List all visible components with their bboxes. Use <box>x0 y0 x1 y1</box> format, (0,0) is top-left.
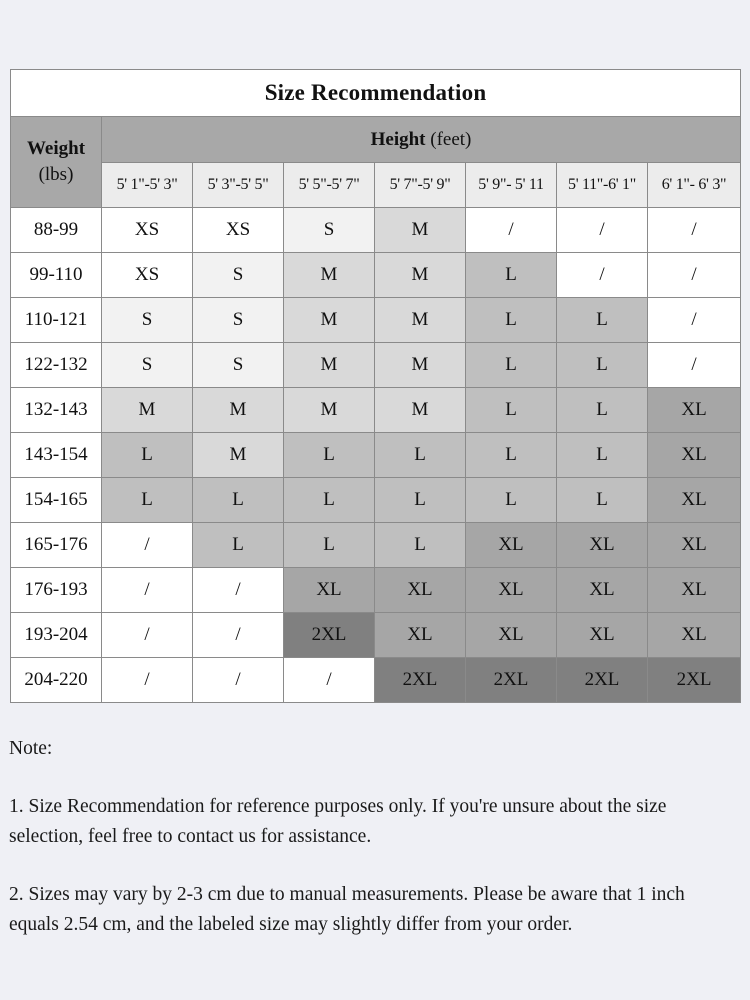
table-row <box>11 208 741 253</box>
size-cell: L <box>557 343 648 388</box>
table-row <box>11 613 741 658</box>
height-range-1: 5' 1"-5' 3" <box>102 163 193 208</box>
size-cell: L <box>557 433 648 478</box>
size-cell: M <box>375 388 466 433</box>
size-cell: / <box>648 343 741 388</box>
size-cell: M <box>284 253 375 298</box>
weight-header-unit: (lbs) <box>38 164 74 185</box>
size-recommendation-table <box>10 69 741 703</box>
size-cell: XL <box>284 568 375 613</box>
size-cell: / <box>102 658 193 703</box>
height-range-4: 5' 7"-5' 9" <box>375 163 466 208</box>
size-cell: M <box>375 298 466 343</box>
height-header-unit: (feet) <box>430 128 472 150</box>
size-cell: S <box>193 343 284 388</box>
size-cell: L <box>466 478 557 523</box>
size-cell: S <box>193 298 284 343</box>
height-range-5: 5' 9"- 5' 11 <box>466 163 557 208</box>
size-cell: S <box>102 298 193 343</box>
size-cell: L <box>466 298 557 343</box>
size-cell: 2XL <box>284 613 375 658</box>
size-cell: L <box>102 433 193 478</box>
weight-cell: 176-193 <box>11 568 102 613</box>
size-cell: L <box>557 298 648 343</box>
weight-cell: 154-165 <box>11 478 102 523</box>
size-cell: XS <box>193 208 284 253</box>
size-cell: / <box>284 658 375 703</box>
size-cell: 2XL <box>466 658 557 703</box>
table-row <box>11 433 741 478</box>
height-range-row <box>11 163 741 208</box>
weight-cell: 165-176 <box>11 523 102 568</box>
note-item-2: 2. Sizes may vary by 2-3 cm due to manual measurements. Please be aware that 1 inch equals 2.54 cm, and the labeled size may slightly differ from your order. <box>9 884 685 935</box>
size-cell: XL <box>648 388 741 433</box>
size-cell: / <box>648 298 741 343</box>
size-cell: M <box>375 208 466 253</box>
size-cell: XL <box>466 523 557 568</box>
size-cell: L <box>375 523 466 568</box>
size-cell: M <box>193 388 284 433</box>
size-cell: XL <box>375 613 466 658</box>
size-cell: L <box>284 523 375 568</box>
table-row <box>11 568 741 613</box>
size-cell: 2XL <box>557 658 648 703</box>
size-cell: S <box>284 208 375 253</box>
height-range-2: 5' 3"-5' 5" <box>193 163 284 208</box>
size-cell: XL <box>466 613 557 658</box>
size-cell: L <box>466 433 557 478</box>
note-item-1: 1. Size Recommendation for reference purposes only. If you're unsure about the size selection, feel free to contact us for assistance. <box>9 796 667 847</box>
header-row <box>11 117 741 163</box>
size-cell: M <box>375 253 466 298</box>
height-header <box>102 117 741 163</box>
size-cell: / <box>193 658 284 703</box>
size-cell: S <box>193 253 284 298</box>
size-cell: XL <box>557 613 648 658</box>
weight-header <box>11 117 102 208</box>
size-cell: XS <box>102 253 193 298</box>
size-cell: L <box>466 388 557 433</box>
weight-header-label: Weight <box>26 138 86 159</box>
size-cell: / <box>557 253 648 298</box>
weight-cell: 132-143 <box>11 388 102 433</box>
height-header-label: Height <box>370 128 426 150</box>
size-cell: L <box>557 478 648 523</box>
size-cell: XL <box>375 568 466 613</box>
height-range-7: 6' 1"- 6' 3" <box>648 163 741 208</box>
weight-cell: 122-132 <box>11 343 102 388</box>
size-cell: L <box>466 343 557 388</box>
size-cell: M <box>284 343 375 388</box>
size-cell: / <box>193 613 284 658</box>
weight-cell: 193-204 <box>11 613 102 658</box>
size-cell: S <box>102 343 193 388</box>
size-cell: L <box>557 388 648 433</box>
notes-heading: Note: <box>9 738 53 759</box>
weight-cell: 204-220 <box>11 658 102 703</box>
size-cell: L <box>375 433 466 478</box>
size-cell: / <box>102 523 193 568</box>
size-cell: L <box>102 478 193 523</box>
height-range-6: 5' 11"-6' 1" <box>557 163 648 208</box>
table-row <box>11 658 741 703</box>
table-row <box>11 478 741 523</box>
size-cell: L <box>375 478 466 523</box>
size-cell: M <box>284 388 375 433</box>
size-cell: / <box>648 253 741 298</box>
size-cell: / <box>102 568 193 613</box>
size-cell: / <box>466 208 557 253</box>
table-title: Size Recommendation <box>11 70 741 117</box>
weight-cell: 110-121 <box>11 298 102 343</box>
table-row <box>11 343 741 388</box>
weight-cell: 88-99 <box>11 208 102 253</box>
size-cell: XL <box>648 523 741 568</box>
height-range-3: 5' 5"-5' 7" <box>284 163 375 208</box>
size-cell: XL <box>466 568 557 613</box>
size-cell: 2XL <box>648 658 741 703</box>
size-cell: M <box>193 433 284 478</box>
weight-cell: 143-154 <box>11 433 102 478</box>
size-cell: L <box>466 253 557 298</box>
size-cell: XS <box>102 208 193 253</box>
size-cell: L <box>284 433 375 478</box>
title-row <box>11 70 741 117</box>
table-row <box>11 388 741 433</box>
size-table-body <box>11 208 741 703</box>
size-cell: L <box>193 523 284 568</box>
size-cell: XL <box>648 433 741 478</box>
size-cell: XL <box>648 478 741 523</box>
size-cell: / <box>102 613 193 658</box>
size-cell: / <box>648 208 741 253</box>
size-cell: XL <box>648 568 741 613</box>
size-cell: XL <box>557 523 648 568</box>
size-cell: 2XL <box>375 658 466 703</box>
size-cell: XL <box>557 568 648 613</box>
table-row <box>11 298 741 343</box>
notes-section <box>9 734 739 968</box>
size-cell: XL <box>648 613 741 658</box>
size-cell: M <box>284 298 375 343</box>
size-cell: M <box>375 343 466 388</box>
table-row <box>11 523 741 568</box>
size-cell: L <box>284 478 375 523</box>
size-cell: / <box>193 568 284 613</box>
size-cell: / <box>557 208 648 253</box>
size-cell: M <box>102 388 193 433</box>
size-cell: L <box>193 478 284 523</box>
weight-cell: 99-110 <box>11 253 102 298</box>
table-row <box>11 253 741 298</box>
